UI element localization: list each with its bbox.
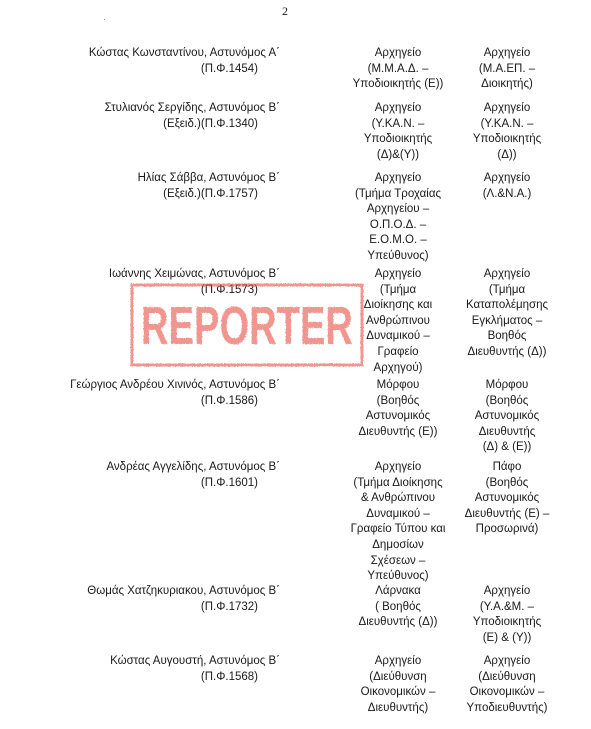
posting-line: Εγκλήματος – (471, 314, 543, 327)
posting-line: (Δ)) (497, 148, 517, 161)
posting-line: Υπεύθυνος) (367, 249, 429, 262)
posting-line: (Λ.&Ν.Α.) (482, 187, 532, 200)
officer-name-line: Ιωάννης Χειμώνας, Αστυνόμος Β΄ (108, 268, 280, 280)
posting-line: Ε.Ο.Μ.Ο. – (369, 234, 427, 247)
officer-id-line: (Π.Φ.1732) (200, 600, 258, 613)
posting-line: Βοηθός (487, 330, 527, 343)
posting-line: Υποδιοικητής (Ε)) (352, 78, 444, 91)
new-posting (447, 584, 567, 646)
posting-line: Αρχηγείο (483, 172, 531, 184)
posting-line: Δυναμικού – (366, 330, 430, 343)
posting-line: Μόρφου (376, 379, 420, 391)
posting-line: Γραφείο (377, 345, 419, 358)
posting-line: Διευθυντής) (367, 701, 429, 714)
posting-line: Διευθυντής (478, 425, 536, 438)
officer-name (40, 654, 280, 685)
officer-name (40, 378, 280, 409)
posting-line: (Ε) & (Υ)) (482, 631, 532, 644)
posting-line: Αρχηγείο (374, 102, 422, 114)
officer-id-line: (Π.Φ.1454) (200, 62, 258, 75)
current-posting (338, 654, 458, 716)
posting-line: Υποδιοικητής (472, 133, 542, 146)
posting-line: Οικονομικών – (360, 686, 436, 699)
posting-line: Αρχηγείο (483, 268, 531, 280)
posting-line: Πάφο (492, 461, 522, 473)
current-posting (338, 46, 458, 93)
new-posting (447, 654, 567, 716)
posting-line: (Βοηθός (376, 394, 420, 407)
posting-line: Αρχηγού) (373, 361, 423, 374)
posting-line: Υποδιοικητής (363, 133, 433, 146)
posting-line: Διευθυντής (Ε) – (464, 507, 550, 520)
officer-name (40, 267, 280, 298)
posting-line: (Μ.Α.ΕΠ. – (478, 62, 536, 75)
posting-line: Αρχηγείο (374, 461, 422, 473)
posting-line: Διοικητής) (481, 78, 533, 91)
officer-name-line: Κώστας Αυγουστή, Αστυνόμος Β΄ (110, 655, 280, 667)
posting-line: (Μ.Μ.Α.Δ. – (367, 62, 429, 75)
posting-line: (Υ.ΚΑ.Ν. – (480, 117, 534, 130)
posting-line: Αρχηγείο (483, 47, 531, 59)
posting-line: Ο.Π.Ο.Δ. – (369, 218, 427, 231)
posting-line: Σχέσεων – (370, 554, 426, 567)
officer-id-line: (Εξειδ.)(Π.Φ.1757) (163, 187, 258, 200)
posting-line: & Ανθρώπινου (360, 492, 436, 505)
posting-line: Αρχηγείο (483, 655, 531, 667)
officer-name (40, 460, 280, 491)
officer-name (40, 101, 280, 132)
posting-line: Αστυνομικός (365, 410, 431, 423)
posting-line: (Υ.Α.&Μ. – (479, 600, 535, 613)
officer-name-line: Θωμάς Χατζηκυριακου, Αστυνόμος Β΄ (87, 585, 280, 597)
posting-line: Αρχηγείου – (366, 203, 430, 216)
current-posting (338, 378, 458, 440)
officer-name (40, 584, 280, 615)
officer-name-line: Στυλιανός Σεργίδης, Αστυνόμος Β΄ (104, 102, 280, 114)
current-posting (338, 267, 458, 376)
page-number: 2 (282, 4, 288, 18)
officer-id-line: (Π.Φ.1601) (200, 476, 258, 489)
posting-line: Διευθυντής (Δ)) (467, 345, 547, 358)
watermark-text: REPORTER (141, 296, 353, 356)
posting-line: (Διεύθυνση (478, 670, 536, 683)
current-posting (338, 460, 458, 585)
posting-line: Υπεύθυνος) (367, 570, 429, 583)
posting-line: Αστυνομικός (474, 492, 540, 505)
current-posting (338, 101, 458, 163)
posting-line: Αστυνομικός (474, 410, 540, 423)
posting-line: Προσωρινά) (475, 523, 539, 536)
posting-line: (Διεύθυνση (369, 670, 427, 683)
posting-line: Οικονομικών – (469, 686, 545, 699)
officer-id-line: (Π.Φ.1586) (200, 394, 258, 407)
posting-line: (Βοηθός (485, 394, 529, 407)
new-posting (447, 460, 567, 538)
posting-line: (Βοηθός (485, 476, 529, 489)
new-posting (447, 378, 567, 456)
posting-line: (Δ) & (Ε)) (482, 441, 532, 454)
posting-line: (Τμήμα Διοίκησης (353, 476, 443, 489)
officer-name-line: Γεώργιος Ανδρέου Χινινός, Αστυνόμος Β΄ (70, 379, 280, 391)
posting-line: Γραφείο Τύπου και (350, 523, 446, 536)
officer-name-line: Ανδρέας Αγγελίδης, Αστυνόμος Β΄ (106, 461, 280, 473)
posting-line: ( Βοηθός (375, 600, 421, 613)
posting-line: Αρχηγείο (374, 47, 422, 59)
new-posting (447, 46, 567, 93)
posting-line: Υποδιοικητής (472, 616, 542, 629)
officer-id-line: (Π.Φ.1573) (200, 283, 258, 296)
posting-line: Αρχηγείο (374, 655, 422, 667)
posting-line: (Δ)&(Υ)) (376, 148, 420, 161)
posting-line: Ανθρώπινου (366, 314, 430, 327)
new-posting (447, 171, 567, 202)
posting-line: Αρχηγείο (374, 172, 422, 184)
new-posting (447, 267, 567, 361)
current-posting (338, 171, 458, 265)
officer-id-line: (Π.Φ.1568) (200, 670, 258, 683)
posting-line: (Τμήμα Τροχαίας (354, 187, 442, 200)
posting-line: Υποδιευθυντής) (466, 701, 548, 714)
posting-line: Διοίκησης και (363, 299, 433, 312)
posting-line: Αρχηγείο (374, 268, 422, 280)
posting-line: Δυναμικού – (366, 507, 430, 520)
posting-line: Αρχηγείο (483, 585, 531, 597)
posting-line: Αρχηγείο (483, 102, 531, 114)
posting-line: Διευθυντής (Ε)) (358, 425, 438, 438)
officer-name-line: Κώστας Κωνσταντίνου, Αστυνόμος Α΄ (88, 47, 280, 59)
current-posting (338, 584, 458, 631)
posting-line: (Τμήμα (488, 283, 526, 296)
posting-line: Δημοσίων (372, 538, 424, 551)
posting-line: Διευθυντής (Δ)) (358, 616, 438, 629)
posting-line: Μόρφου (485, 379, 529, 391)
officer-name (40, 46, 280, 77)
scan-speck (104, 19, 105, 20)
posting-line: Καταπολέμησης (465, 299, 549, 312)
officer-id-line: (Εξειδ.)(Π.Φ.1340) (163, 117, 258, 130)
posting-line: (Τμήμα (379, 283, 417, 296)
new-posting (447, 101, 567, 163)
officer-name (40, 171, 280, 202)
officer-name-line: Ηλίας Σάββα, Αστυνόμος Β΄ (137, 172, 280, 184)
posting-line: (Υ.ΚΑ.Ν. – (371, 117, 425, 130)
posting-line: Λάρνακα (375, 585, 421, 597)
